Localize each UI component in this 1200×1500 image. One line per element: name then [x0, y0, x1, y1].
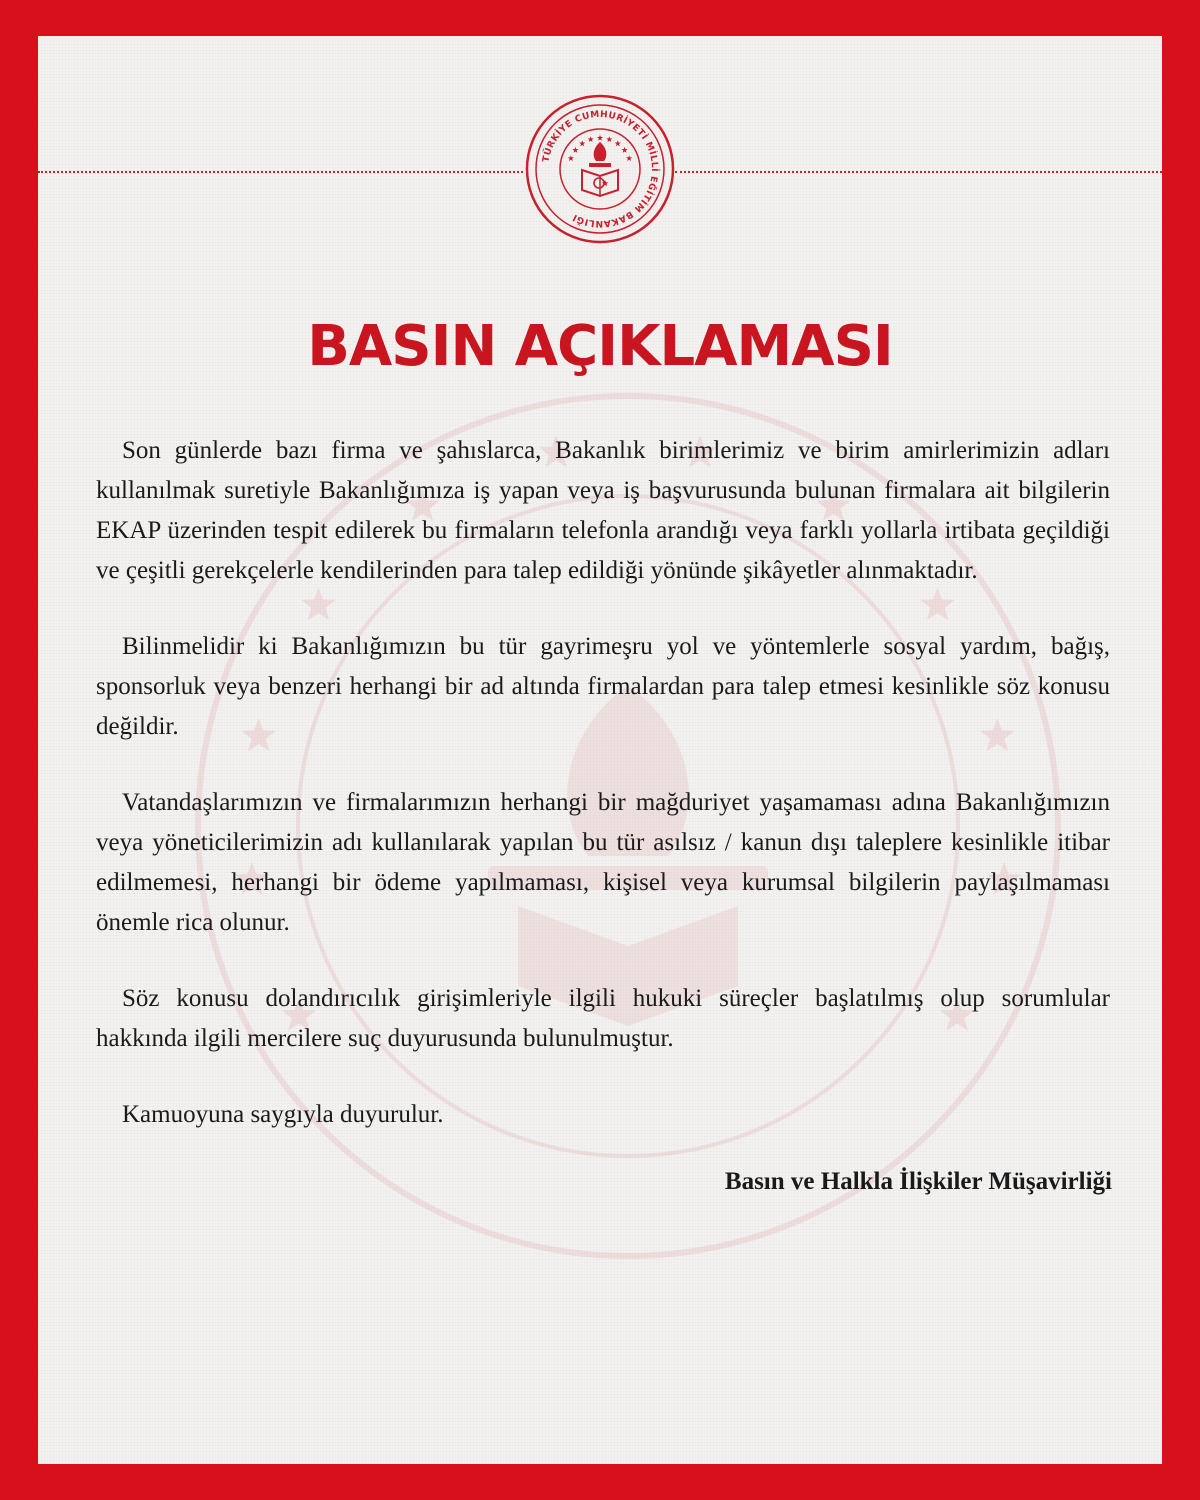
star-icon: [622, 147, 628, 153]
seal-text: TÜRKİYE CUMHURİYETİ MİLLİ EĞİTİM BAKANLIĞI: [541, 109, 660, 229]
statement-body: [96, 431, 1110, 1171]
page-title: BASIN AÇIKLAMASI: [307, 314, 893, 379]
star-icon: [579, 140, 585, 146]
svg-text:TÜRKİYE CUMHURİYETİ MİLLİ EĞİT: [541, 110, 660, 228]
star-icon: [597, 135, 603, 141]
paragraph-5: Kamuoyuna saygıyla duyurulur.: [122, 1101, 444, 1128]
star-icon: [572, 147, 578, 153]
star-icon: [588, 136, 594, 142]
divider-right: [675, 171, 1162, 173]
ministry-seal-logo: [525, 94, 675, 244]
divider-left: [38, 171, 523, 173]
star-icon: [615, 140, 621, 146]
paragraph-2: Bilinmelidir ki Bakanlığımızın bu tür gayrimeşru yol ve yöntemlerle sosyal yardım, bağış, sponsorluk veya benzeri herhangi bir ad altında firmalardan para talep etmesi kesinlikle söz konusu değildir.: [96, 633, 1110, 740]
document-page: [38, 36, 1162, 1464]
paragraph-1: Son günlerde bazı firma ve şahıslarca, Bakanlık birimlerimiz ve birim amirlerimizin adları kullanılmak suretiyle Bakanlığımıza iş yapan veya iş başvurusunda bulunan firmalara ait bilgilerin EKAP üzerinden tespit edilerek bu firmaların telefonla arandığı veya farklı yollarla irtibata geçildiği ve çeşitli gerekçelerle kendilerinden para talep edildiği yönünde şikâyetler alınmaktadır.: [96, 437, 1110, 584]
star-icon: [606, 136, 612, 142]
paragraph-3: Vatandaşlarımızın ve firmalarımızın herhangi bir mağduriyet yaşamaması adına Bakanlığımızın veya yöneticilerimizin adı kullanılarak yapılan bu tür asılsız / kanun dışı taleplere kesinlikle itibar edilmemesi, herhangi bir ödeme yapılmaması, kişisel veya kurumsal bilgilerin paylaşılmaması önemle rica olunur.: [96, 789, 1110, 936]
signature: Basın ve Halkla İlişkiler Müşavirliği: [724, 1168, 1112, 1195]
star-icon: [568, 155, 574, 161]
star-icon: [626, 155, 632, 161]
paragraph-4: Söz konusu dolandırıcılık girişimleriyle ilgili hukuki süreçler başlatılmış olup sorumlular hakkında ilgili mercilere suç duyurusunda bulunulmuştur.: [96, 985, 1110, 1052]
